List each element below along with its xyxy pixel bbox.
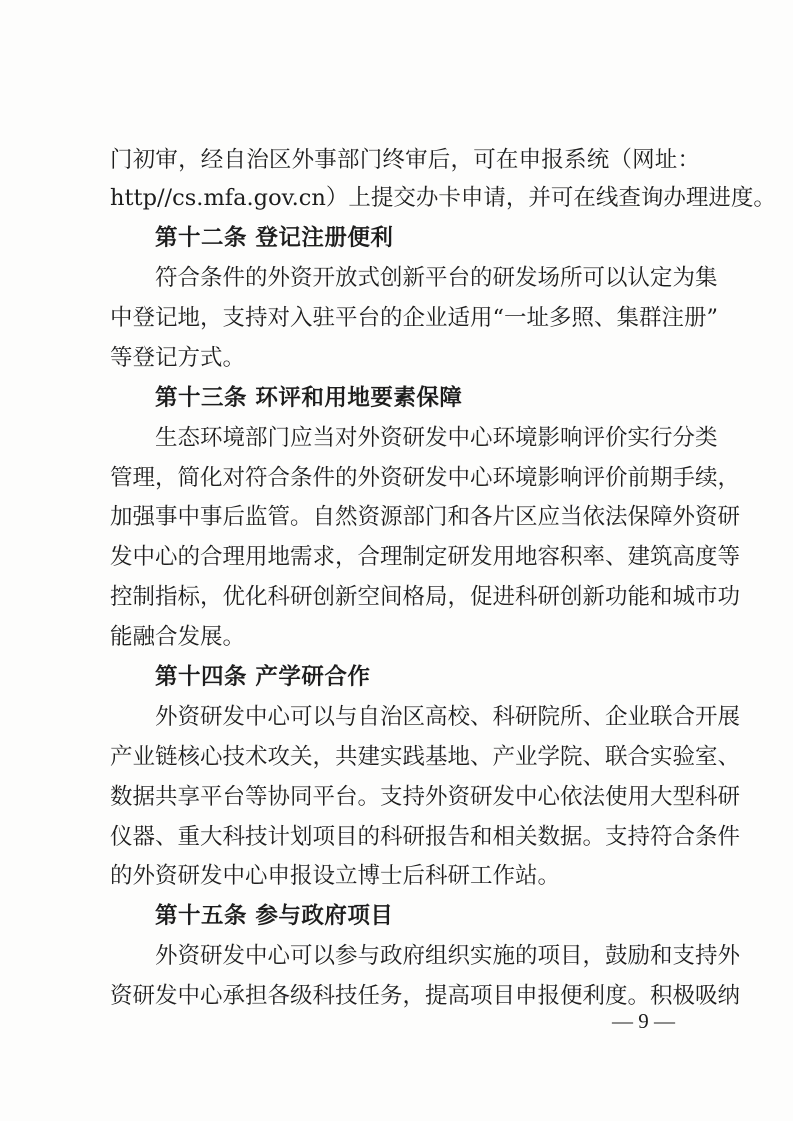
- paragraph-line: 门初审，经自治区外事部门终审后，可在申报系统（网址：: [110, 147, 700, 173]
- paragraph-line: 仪器、重大科技计划项目的科研报告和相关数据。支持符合条件: [110, 824, 741, 850]
- paragraph-line: 数据共享平台等协同平台。支持外资研发中心依法使用大型科研: [110, 784, 741, 810]
- paragraph-line: 控制指标，优化科研创新空间格局，促进科研创新功能和城市功: [110, 584, 741, 610]
- paragraph-line: 发中心的合理用地需求，合理制定研发用地容积率、建筑高度等: [110, 544, 741, 570]
- paragraph-line: 等登记方式。: [110, 345, 246, 371]
- paragraph-line: 外资研发中心可以与自治区高校、科研院所、企业联合开展: [155, 704, 741, 730]
- paragraph-line: 外资研发中心可以参与政府组织实施的项目，鼓励和支持外: [155, 943, 741, 969]
- paragraph-line: 中登记地，支持对入驻平台的企业适用“一址多照、集群注册”: [110, 305, 719, 331]
- article-heading: 第十四条 产学研合作: [155, 664, 371, 690]
- paragraph-line: 的外资研发中心申报设立博士后科研工作站。: [110, 863, 561, 889]
- paragraph-line: 符合条件的外资开放式创新平台的研发场所可以认定为集: [155, 265, 718, 291]
- paragraph-line: http//cs.mfa.gov.cn）上提交办卡申请，并可在线查询办理进度。: [110, 185, 776, 211]
- paragraph-line: 能融合发展。: [110, 624, 246, 650]
- article-heading: 第十二条 登记注册便利: [155, 225, 394, 251]
- paragraph-line: 生态环境部门应当对外资研发中心环境影响评价实行分类: [155, 425, 718, 451]
- paragraph-line: 资研发中心承担各级科技任务，提高项目申报便利度。积极吸纳: [110, 983, 741, 1009]
- paragraph-line: 加强事中事后监管。自然资源部门和各片区应当依法保障外资研: [110, 504, 741, 530]
- page-number: — 9 —: [612, 1009, 675, 1033]
- article-heading: 第十三条 环评和用地要素保障: [155, 385, 463, 411]
- paragraph-line: 管理，简化对符合条件的外资研发中心环境影响评价前期手续，: [110, 465, 741, 491]
- paragraph-line: 产业链核心技术攻关，共建实践基地、产业学院、联合实验室、: [110, 744, 741, 770]
- article-heading: 第十五条 参与政府项目: [155, 903, 394, 929]
